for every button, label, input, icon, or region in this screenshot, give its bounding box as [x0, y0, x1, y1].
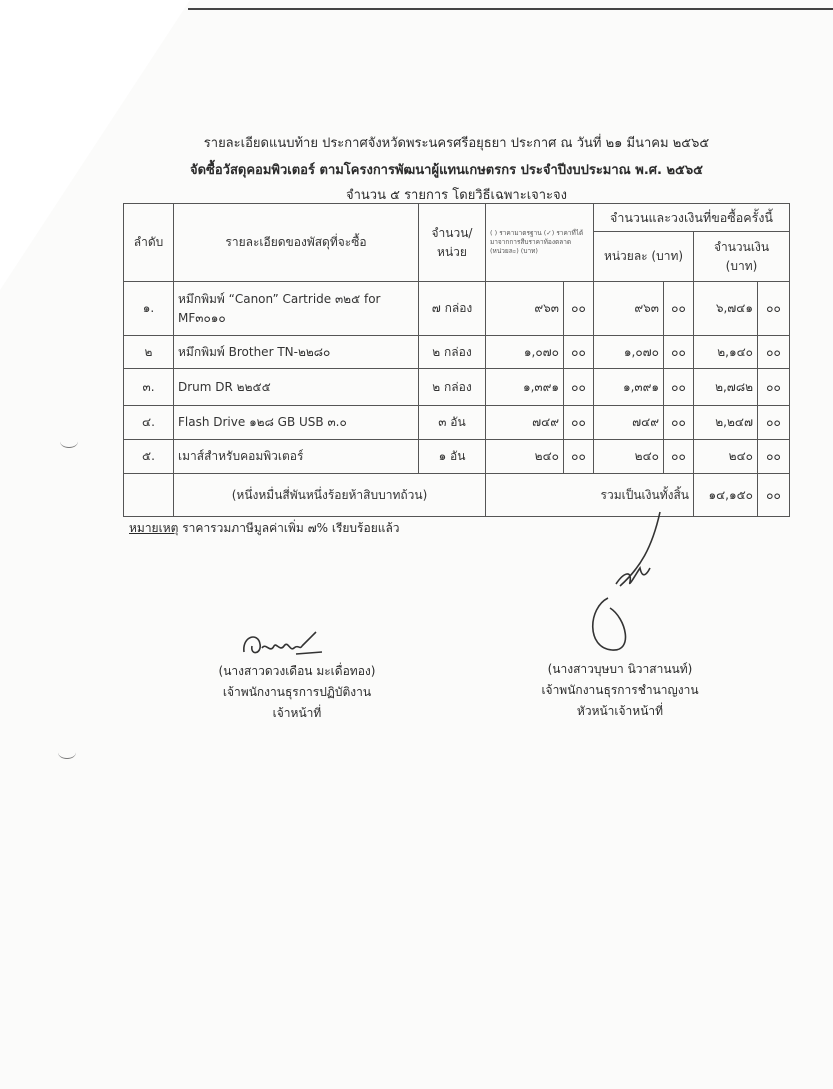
header-purchase-group: จำนวนและวงเงินที่ขอซื้อครั้งนี้	[594, 204, 790, 232]
table-row	[124, 336, 790, 369]
row-details: เมาส์สำหรับคอมพิวเตอร์	[174, 440, 419, 474]
row-ref-price: ๒๔๐	[486, 440, 564, 474]
signer-position: เจ้าพนักงานธุรการชำนาญงาน	[541, 683, 699, 697]
row-no: ๓.	[124, 369, 174, 406]
row-amount-satang: ๐๐	[758, 336, 790, 369]
row-no: ๔.	[124, 406, 174, 440]
punch-hole-mark	[60, 435, 78, 448]
row-amount-satang: ๐๐	[758, 440, 790, 474]
total-amount: ๑๔,๑๕๐	[694, 474, 758, 517]
row-amount: ๒,๒๔๗	[694, 406, 758, 440]
row-qty: ๒ กล่อง	[419, 336, 486, 369]
row-no: ๑.	[124, 282, 174, 336]
row-qty: ๗ กล่อง	[419, 282, 486, 336]
row-ref-price: ๑,๐๗๐	[486, 336, 564, 369]
row-ref-satang: ๐๐	[564, 336, 594, 369]
row-no: ๕.	[124, 440, 174, 474]
row-amount-satang: ๐๐	[758, 406, 790, 440]
row-ref-satang: ๐๐	[564, 369, 594, 406]
signature-block-left	[192, 661, 402, 724]
row-no: ๒	[124, 336, 174, 369]
note-text: ราคารวมภาษีมูลค่าเพิ่ม ๗% เรียบร้อยแล้ว	[182, 521, 400, 535]
row-unit-price: ๗๔๙	[594, 406, 664, 440]
signature-right	[580, 508, 690, 658]
note	[129, 519, 400, 538]
row-amount-satang: ๐๐	[758, 282, 790, 336]
paper-edge	[188, 8, 833, 10]
total-label: รวมเป็นเงินทั้งสิ้น	[486, 474, 694, 517]
signer-role: เจ้าหน้าที่	[272, 706, 322, 720]
header-line-1: รายละเอียดแนบท้าย ประกาศจังหวัดพระนครศรีอยุธยา ประกาศ ณ วันที่ ๒๑ มีนาคม ๒๕๖๕	[203, 136, 710, 151]
row-qty: ๑ อัน	[419, 440, 486, 474]
header-no: ลำดับ	[124, 204, 174, 282]
row-amount: ๒๔๐	[694, 440, 758, 474]
row-unit-price: ๙๖๓	[594, 282, 664, 336]
row-ref-price: ๙๖๓	[486, 282, 564, 336]
row-unit-satang: ๐๐	[664, 336, 694, 369]
row-unit-price: ๑,๐๗๐	[594, 336, 664, 369]
header-line-3: จำนวน ๕ รายการ โดยวิธีเฉพาะเจาะจง	[345, 188, 567, 203]
punch-hole-mark	[58, 746, 76, 759]
row-unit-satang: ๐๐	[664, 369, 694, 406]
row-amount: ๒,๗๘๒	[694, 369, 758, 406]
header-amount: จำนวนเงิน (บาท)	[694, 232, 790, 282]
row-unit-satang: ๐๐	[664, 406, 694, 440]
row-unit-price: ๑,๓๙๑	[594, 369, 664, 406]
row-ref-satang: ๐๐	[564, 406, 594, 440]
row-details: หมึกพิมพ์ Brother TN-๒๒๘๐	[174, 336, 419, 369]
row-ref-price: ๑,๓๙๑	[486, 369, 564, 406]
row-ref-price: ๗๔๙	[486, 406, 564, 440]
total-satang: ๐๐	[758, 474, 790, 517]
table-row	[124, 282, 790, 336]
header-ref-price: ( ) ราคามาตรฐาน (✓) ราคาที่ได้มาจากการสืบราคาท้องตลาด (หน่วยละ) (บาท)	[486, 204, 594, 282]
row-ref-satang: ๐๐	[564, 440, 594, 474]
table-row	[124, 406, 790, 440]
items-table	[123, 203, 790, 517]
signer-role: หัวหน้าเจ้าหน้าที่	[576, 704, 664, 718]
row-unit-satang: ๐๐	[664, 282, 694, 336]
signer-position: เจ้าพนักงานธุรการปฏิบัติงาน	[222, 685, 372, 699]
signer-name: (นางสาวบุษบา นิวาสานนท์)	[547, 662, 693, 676]
header-details: รายละเอียดของพัสดุที่จะซื้อ	[174, 204, 419, 282]
row-amount: ๒,๑๔๐	[694, 336, 758, 369]
row-amount: ๖,๗๔๑	[694, 282, 758, 336]
row-details: Drum DR ๒๒๕๕	[174, 369, 419, 406]
row-details: หมึกพิมพ์ “Canon” Cartride ๓๒๕ for MF๓๐๑๐	[174, 282, 419, 336]
note-label: หมายเหตุ	[129, 521, 179, 535]
signature-block-right	[515, 659, 725, 722]
row-unit-price: ๒๔๐	[594, 440, 664, 474]
table-row	[124, 369, 790, 406]
header-qty: จำนวน/หน่วย	[419, 204, 486, 282]
row-unit-satang: ๐๐	[664, 440, 694, 474]
header-line-2: จัดซื้อวัสดุคอมพิวเตอร์ ตามโครงการพัฒนาผู้แทนเกษตรกร ประจำปีงบประมาณ พ.ศ. ๒๕๖๕	[189, 163, 703, 178]
signature-left	[236, 624, 332, 664]
table-row	[124, 440, 790, 474]
header-unit-price: หน่วยละ (บาท)	[594, 232, 694, 282]
row-ref-satang: ๐๐	[564, 282, 594, 336]
total-words: (หนึ่งหมื่นสี่พันหนึ่งร้อยห้าสิบบาทถ้วน)	[174, 474, 486, 517]
row-details: Flash Drive ๑๒๘ GB USB ๓.๐	[174, 406, 419, 440]
row-qty: ๓ อัน	[419, 406, 486, 440]
signer-name: (นางสาวดวงเดือน มะเดื่อทอง)	[218, 664, 376, 678]
row-qty: ๒ กล่อง	[419, 369, 486, 406]
row-amount-satang: ๐๐	[758, 369, 790, 406]
